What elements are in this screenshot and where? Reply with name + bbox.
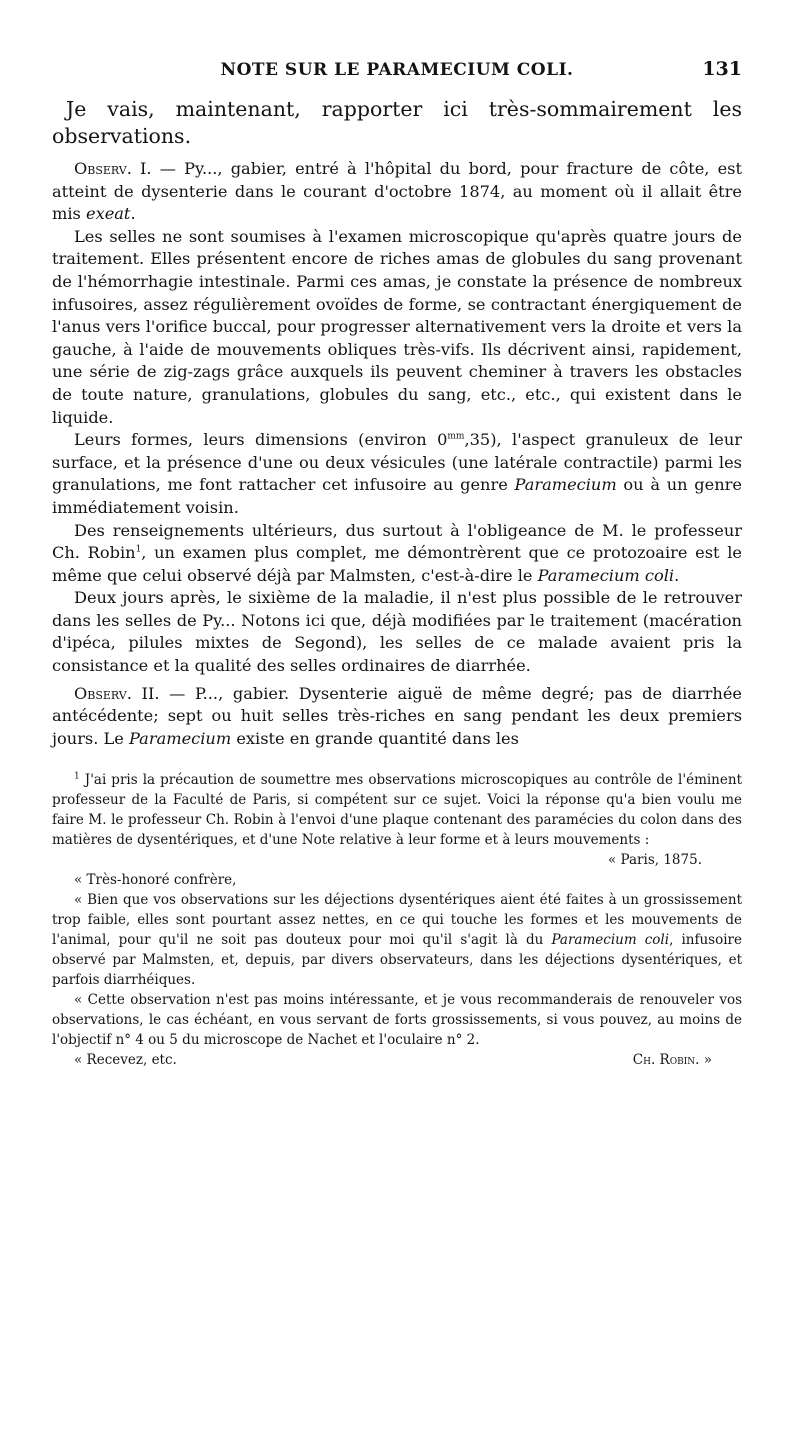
page-number: 131 <box>702 58 742 80</box>
observation-1-text-end: . <box>130 204 136 224</box>
running-title: NOTE SUR LE PARAMECIUM COLI. <box>220 60 574 80</box>
species-italic: Paramecium coli <box>537 565 675 585</box>
observation-1-robin-paragraph <box>52 520 742 588</box>
observation-1-followup-paragraph: Deux jours après, le sixième de la maladie, il n'est plus possible de le retrouver dans les selles de Py... Notons ici que, déjà modifiées par le traitement (macération d'ipéca, pilules mixtes de Segond), les selles de ce malade avaient pris la consistance et la qualité des selles ordinaires de diarrhée. <box>52 588 742 676</box>
footnote-1-text: J'ai pris la précaution de soumettre mes observations microscopiques au contrôle de l'éminent professeur de la Faculté de Paris, si compétent sur ce sujet. Voici la réponse qu'a bien voulu me faire M. le professeur Ch. Robin à l'envoi d'une plaque contenant des paramécies du colon dans des matières de dysentériques, et d'une Note relative à leur forme et à leurs mouvements : <box>52 772 742 849</box>
form-unit-superscript: mm <box>447 431 465 442</box>
form-genus-italic: Paramecium <box>514 475 617 495</box>
observation-2-text-b: existe en grande quantité dans les <box>231 728 519 748</box>
form-text-b: ,35), l'aspect granuleux de leur surface, et la présence d'une ou deux vésicules (une latérale contractile) parmi les granulations, me font rattacher cet infusoire au genre <box>52 430 742 495</box>
letter-salutation: « Très-honoré confrère, <box>74 872 237 889</box>
footnote-marker: 1 <box>74 771 80 782</box>
observation-1-form-paragraph <box>52 429 742 519</box>
letter-paragraph-1 <box>52 890 742 990</box>
observation-1-text: — Py..., gabier, entré à l'hôpital du bord, pour fracture de côte, est atteint de dysenterie dans le courant d'octobre 1874, au moment où il allait être mis <box>52 159 742 224</box>
observation-2-text-a: — P..., gabier. Dysenterie aiguë de même degré; pas de diarrhée antécédente; sept ou huit selles très-riches en sang pendant les deux premiers jours. Le <box>52 683 742 748</box>
footnote-reference: 1 <box>135 544 142 555</box>
observation-2-paragraph <box>52 683 742 751</box>
intro-paragraph: Je vais, maintenant, rapporter ici très-sommairement les observations. <box>52 97 742 148</box>
form-text-a: Leurs formes, leurs dimensions (environ 0 <box>74 430 448 450</box>
observation-1-italic: exeat <box>85 204 131 224</box>
letter-closing-row <box>52 1050 742 1070</box>
letter-closing: « Recevez, etc. <box>74 1052 177 1069</box>
main-text <box>52 96 742 750</box>
observation-1-stool-paragraph: Les selles ne sont soumises à l'examen microscopique qu'après quatre jours de traitement. Elles présentent encore de riches amas de globules du sang provenant de l'hémorrhagie intestinale. Parmi ces amas, je constate la présence de nombreux infusoires, assez régulièrement ovoïdes de forme, se contractant énergiquement de l'anus vers l'orifice buccal, pour progresser alternativement vers la droite et vers la gauche, à l'aide de mouvements obliques très-vifs. Ils décrivent ainsi, rapidement, une série de zig-zags grâce auxquels ils peuvent cheminer à travers les obstacles de toute nature, granulations, globules du sang, etc., etc., qui existent dans le liquide. <box>52 226 742 427</box>
robin-text-b: , un examen plus complet, me démontrèrent que ce protozoaire est le même que celui observé déjà par Malmsten, c'est-à-dire le <box>52 543 742 585</box>
observation-2-label: Observ. II. <box>74 683 160 703</box>
form-text-c: ou à un genre immédiatement voisin. <box>52 475 742 517</box>
footnotes <box>52 770 742 1070</box>
letter-text-b: , infusoire observé par Malmsten, et, depuis, par divers observateurs, dans les déjections dysentériques, et parfois diarrhéiques. <box>52 932 742 989</box>
observation-2-italic: Paramecium <box>129 728 232 748</box>
page <box>52 56 742 1070</box>
letter-text-a: « Bien que vos observations sur les déjections dysentériques aient été faites à un grossissement trop faible, elles sont pourtant assez nettes, en ce qui touche les formes et les mouvements de l'animal, pour qu'il ne soit pas douteux pour moi qu'il s'agit là du <box>52 892 742 949</box>
letter-paragraph-2: « Cette observation n'est pas moins intéressante, et je vous recommanderais de renouveler vos observations, le cas échéant, en vous servant de forts grossissements, si vous pouvez, au moins de l'objectif n° 4 ou 5 du microscope de Nachet et l'oculaire n° 2. <box>52 992 742 1049</box>
letter-signature: Ch. Robin. » <box>632 1052 712 1069</box>
observation-1-label: Observ. I. <box>74 159 152 178</box>
letter-date: « Paris, 1875. <box>607 852 702 869</box>
robin-text-a: Des renseignements ultérieurs, dus surtout à l'obligeance de M. le professeur Ch. Robin <box>52 520 742 563</box>
footnote-1 <box>52 770 742 850</box>
robin-text-c: . <box>674 565 680 585</box>
letter-italic: Paramecium coli <box>551 932 670 949</box>
observation-1-paragraph <box>52 158 742 226</box>
running-header <box>52 56 742 86</box>
